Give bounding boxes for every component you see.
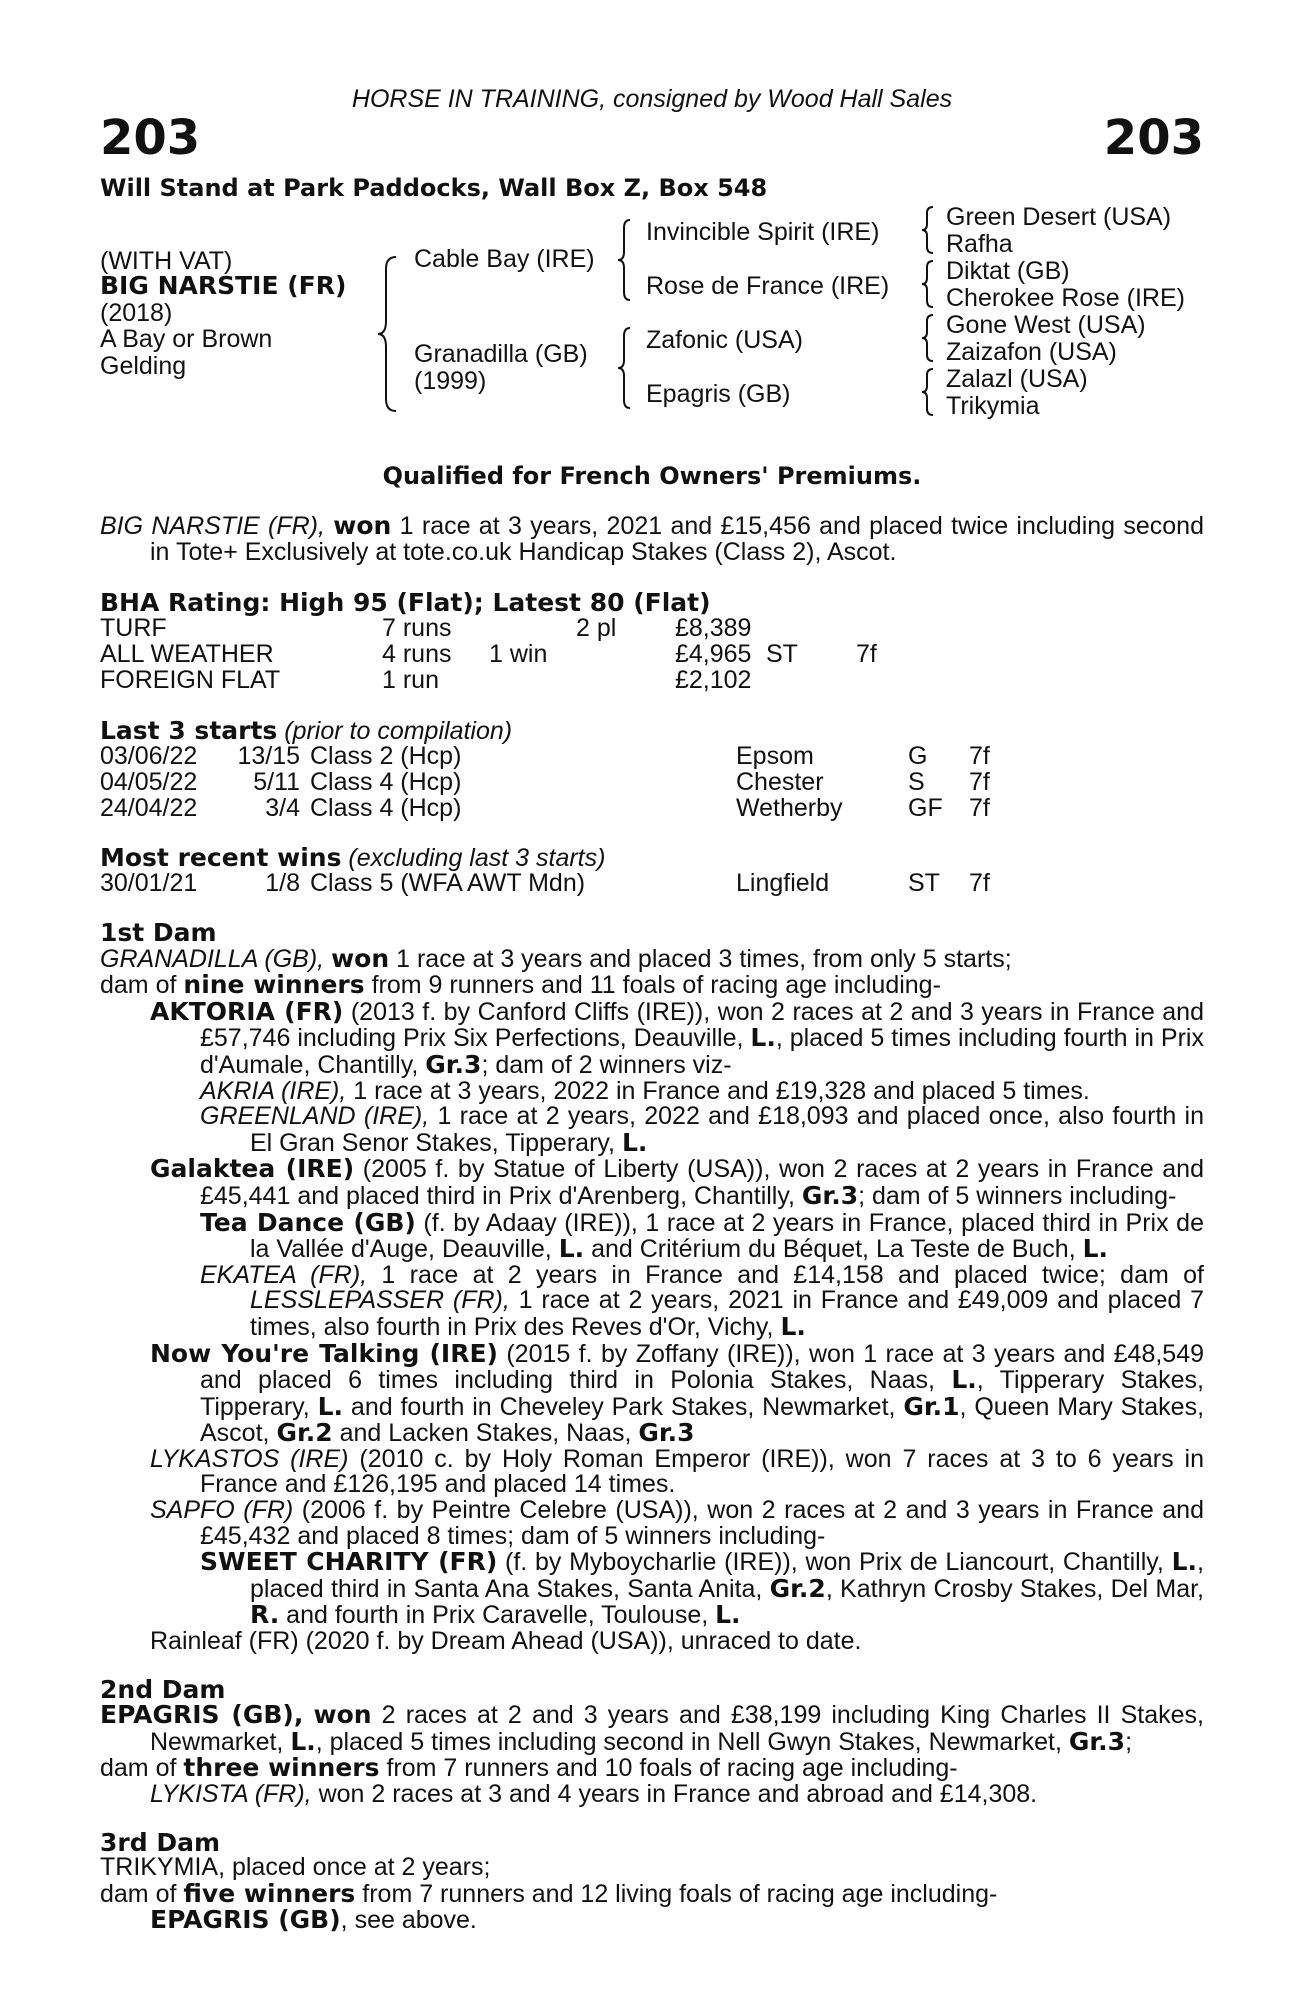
pedigree-brace-main <box>376 255 400 413</box>
start-class: Class 2 (Hcp) <box>310 742 462 770</box>
produce-text: 1 race at 2 years, 2021 in France and £49,009 and placed 7 times, also fourth in Prix des Reves d'Or, Vichy, <box>250 1286 1204 1341</box>
bha-rating-heading: BHA Rating: High 95 (Flat); Latest 80 (Flat) <box>100 588 711 617</box>
start-class: Class 4 (Hcp) <box>310 768 462 796</box>
produce-text: and Lacken Stakes, Naas, <box>339 1419 632 1448</box>
produce-epagris <box>100 1907 1204 1934</box>
produce-text: (2013 f. by Canford Cliffs (IRE)), won 2 races at 2 and 3 years in France and £57,746 including Prix Six Perfections, Deauville, <box>200 997 1204 1053</box>
summary-text: 1 race at 3 years, 2021 and £15,456 and placed twice including second in Tote+ Exclusively at tote.co.uk Handicap Stakes (Class 2), Ascot. <box>150 512 1204 566</box>
grade-3: Gr.3 <box>638 1418 695 1448</box>
produce-rainleaf <box>100 1629 1204 1655</box>
rating-distance: 7f <box>856 640 877 668</box>
win-date: 30/01/21 <box>100 869 198 897</box>
produce-text: ; dam of 2 winners viz- <box>481 1050 732 1079</box>
first-dam-heading: 1st Dam <box>100 918 217 947</box>
grade-1: Gr.1 <box>903 1391 960 1421</box>
horse-name: BIG NARSTIE (FR) <box>100 271 347 300</box>
horse-description-2: Gelding <box>100 352 187 380</box>
produce-text: , Tipperary Stakes, Tipperary, <box>200 1366 1204 1421</box>
rating-earnings: £2,102 <box>675 666 752 694</box>
pedigree-brace-g3-1 <box>920 205 936 255</box>
dam-intro-text: , placed 5 times including second in Nell Gwyn Stakes, Newmarket, <box>315 1727 1062 1756</box>
dam-of-label: dam of <box>100 1754 177 1783</box>
rating-wins: 1 win <box>489 640 548 668</box>
pedigree-g3-5: Gone West (USA) <box>946 311 1146 339</box>
first-dam-produce-line <box>100 972 1204 999</box>
pedigree-brace-g3-3 <box>920 313 936 363</box>
won-label: won <box>313 1700 372 1730</box>
produce-greenland <box>100 1104 1204 1156</box>
produce-name: AKRIA (IRE), <box>200 1076 347 1105</box>
start-position: 5/11 <box>253 768 300 796</box>
produce-summary: from 7 runners and 12 living foals of racing age including- <box>362 1879 998 1908</box>
produce-galaktea <box>100 1156 1204 1209</box>
produce-text: , placed 5 times including fourth in Prix d'Aumale, Chantilly, <box>200 1024 1204 1079</box>
produce-name: EKATEA (FR), <box>200 1260 368 1289</box>
start-course: Chester <box>736 768 824 796</box>
second-dam-intro <box>100 1702 1204 1755</box>
produce-name: Now You're Talking (IRE) <box>150 1338 498 1368</box>
winners-count: three winners <box>183 1753 380 1783</box>
grade-3: Gr.3 <box>425 1049 482 1079</box>
recent-wins-note: (excluding last 3 starts) <box>348 844 606 872</box>
third-dam-intro: TRIKYMIA, placed once at 2 years; <box>100 1853 491 1882</box>
win-position: 1/8 <box>265 869 300 897</box>
grade-3: Gr.3 <box>1068 1726 1126 1756</box>
produce-lykista <box>100 1782 1204 1808</box>
pedigree-brace-dam <box>616 326 634 410</box>
rating-runs: 4 runs <box>382 640 452 668</box>
grade-listed: L. <box>780 1311 806 1341</box>
pedigree-g3-6: Zaizafon (USA) <box>946 338 1117 366</box>
grade-restricted: R. <box>250 1600 280 1630</box>
start-position: 3/4 <box>265 794 300 822</box>
lot-number-left: 203 <box>100 110 201 166</box>
start-course: Epsom <box>736 742 814 770</box>
pedigree-g3-3: Diktat (GB) <box>946 257 1070 285</box>
rating-runs: 1 run <box>382 666 439 694</box>
first-dam-section <box>100 920 1204 1934</box>
third-dam-produce-line <box>100 1878 1204 1908</box>
produce-name: LYKISTA (FR), <box>150 1780 312 1808</box>
produce-text: 1 race at 3 years, 2022 in France and £19,328 and placed 5 times. <box>353 1076 1090 1105</box>
start-distance: 7f <box>969 768 990 796</box>
produce-text: , placed third in Santa Ana Stakes, Santa Anita, <box>250 1548 1204 1603</box>
rating-runs: 7 runs <box>382 614 452 642</box>
grade-listed: L. <box>1171 1547 1198 1577</box>
win-going: ST <box>908 869 940 897</box>
produce-summary: from 7 runners and 10 foals of racing age including- <box>386 1754 958 1783</box>
dam-intro-text: 2 races at 2 and 3 years and £38,199 including King Charles II Stakes, Newmarket, <box>150 1701 1204 1756</box>
pedigree-sire-sire: Invincible Spirit (IRE) <box>646 218 880 246</box>
produce-text: , Kathryn Crosby Stakes, Del Mar, <box>825 1574 1204 1603</box>
produce-aktoria <box>100 996 1204 1079</box>
pedigree-g3-4: Cherokee Rose (IRE) <box>946 284 1185 312</box>
produce-text: , Queen Mary Stakes, Ascot, <box>200 1392 1205 1448</box>
dam-intro-text: 1 race at 3 years and placed 3 times, from only 5 starts; <box>396 944 1012 973</box>
start-class: Class 4 (Hcp) <box>310 794 462 822</box>
grade-3: Gr.3 <box>801 1180 859 1210</box>
dam-name: EPAGRIS (GB), <box>100 1700 304 1730</box>
rating-surface: ALL WEATHER <box>100 640 274 668</box>
summary-horse-name: BIG NARSTIE (FR), <box>100 512 325 540</box>
start-date: 03/06/22 <box>100 742 198 770</box>
start-date: 04/05/22 <box>100 768 198 796</box>
grade-2: Gr.2 <box>276 1418 333 1448</box>
produce-text: Rainleaf (FR) (2020 f. by Dream Ahead (USA)), unraced to date. <box>150 1627 862 1656</box>
pedigree-brace-g3-4 <box>920 367 936 417</box>
dam-intro-text: ; <box>1125 1727 1133 1756</box>
dam-of-label: dam of <box>100 1879 177 1908</box>
win-distance: 7f <box>969 869 990 897</box>
stand-location: Will Stand at Park Paddocks, Wall Box Z, Box 548 <box>100 174 768 202</box>
produce-sapfo <box>100 1498 1204 1549</box>
produce-ekatea <box>100 1260 1204 1341</box>
grade-2: Gr.2 <box>769 1573 826 1603</box>
start-going: GF <box>908 794 943 822</box>
produce-text: (2005 f. by Statue of Liberty (USA)), won 2 races at 2 years in France and £45,441 and placed third in Prix d'Arenberg, Chantilly, <box>200 1155 1204 1210</box>
last-starts-note: (prior to compilation) <box>284 717 513 745</box>
produce-summary: from 9 runners and 11 foals of racing age including- <box>371 971 941 1000</box>
produce-name: LYKASTOS (IRE) <box>150 1444 349 1473</box>
pedigree-brace-sire <box>616 218 634 302</box>
produce-name: AKTORIA (FR) <box>150 996 344 1026</box>
grade-listed: L. <box>750 1023 776 1053</box>
rating-surface: TURF <box>100 614 167 642</box>
produce-text: and Critérium du Béquet, La Teste de Buch, <box>591 1235 1076 1264</box>
pedigree-dam-year: (1999) <box>414 367 487 395</box>
rating-going: ST <box>766 640 798 668</box>
produce-text: ; dam of 5 winners including- <box>858 1181 1177 1210</box>
last-starts-heading: Last 3 starts <box>100 716 278 745</box>
grade-listed: L. <box>951 1365 977 1395</box>
produce-text: (f. by Adaay (IRE)), 1 race at 2 years in France, placed third in Prix de la Vallée d'Auge, Deauville, <box>250 1208 1204 1264</box>
produce-text: 1 race at 2 years in France and £14,158 and placed twice; dam of <box>381 1260 1204 1289</box>
produce-name: Tea Dance (GB) <box>200 1207 416 1237</box>
produce-tea-dance <box>100 1207 1204 1264</box>
grade-listed: L. <box>715 1600 741 1630</box>
start-distance: 7f <box>969 794 990 822</box>
produce-sweet-charity <box>100 1549 1204 1629</box>
start-going: S <box>908 768 925 796</box>
rating-earnings: £8,389 <box>675 614 752 642</box>
grade-listed: L. <box>1082 1234 1109 1264</box>
produce-name: Galaktea (IRE) <box>150 1154 355 1184</box>
horse-description-1: A Bay or Brown <box>100 325 273 353</box>
produce-name: GREENLAND (IRE), <box>200 1102 430 1131</box>
winners-count: nine winners <box>183 970 365 1000</box>
start-going: G <box>908 742 928 770</box>
second-dam-produce-line <box>100 1755 1204 1782</box>
produce-name: EPAGRIS (GB) <box>150 1905 341 1935</box>
win-course: Lingfield <box>736 869 830 897</box>
summary-won: won <box>333 511 392 540</box>
produce-name: LESSLEPASSER (FR), <box>250 1286 510 1315</box>
premium-note: Qualified for French Owners' Premiums. <box>382 462 922 490</box>
recent-wins-heading: Most recent wins <box>100 843 342 872</box>
produce-akria <box>100 1076 1204 1105</box>
pedigree-brace-g3-2 <box>920 259 936 309</box>
pedigree-dam-dam: Epagris (GB) <box>646 380 791 408</box>
rating-earnings: £4,965 <box>675 640 752 668</box>
lot-number-right: 203 <box>1103 110 1204 166</box>
second-dam-heading: 2nd Dam <box>100 1674 226 1704</box>
produce-text: 1 race at 2 years, 2022 and £18,093 and placed once, also fourth in El Gran Senor Stakes, Tipperary, <box>250 1102 1204 1157</box>
third-dam-heading: 3rd Dam <box>100 1827 220 1857</box>
rating-row <box>100 614 167 643</box>
won-label: won <box>331 943 390 973</box>
produce-lykastos <box>100 1444 1204 1499</box>
produce-now-youre-talking <box>100 1338 1205 1448</box>
vat-note: (WITH VAT) <box>100 247 233 275</box>
produce-text: and fourth in Cheveley Park Stakes, Newmarket, <box>350 1392 896 1421</box>
race-summary <box>100 513 1204 565</box>
pedigree-sire-dam: Rose de France (IRE) <box>646 272 890 300</box>
produce-text: (f. by Myboycharlie (IRE)), won Prix de Liancourt, Chantilly, <box>505 1548 1164 1577</box>
winners-count: five winners <box>183 1878 356 1908</box>
pedigree-dam: Granadilla (GB) <box>414 340 588 368</box>
produce-text: won 2 races at 3 and 4 years in France and abroad and £14,308. <box>318 1780 1038 1808</box>
rating-surface: FOREIGN FLAT <box>100 666 281 694</box>
grade-listed: L. <box>621 1127 648 1157</box>
produce-text: (2010 c. by Holy Roman Emperor (IRE)), won 7 races at 3 to 6 years in France and £126,195 and placed 14 times. <box>200 1444 1204 1499</box>
pedigree-g3-1: Green Desert (USA) <box>946 203 1172 231</box>
produce-name: SAPFO (FR) <box>150 1496 294 1525</box>
pedigree-sire: Cable Bay (IRE) <box>414 245 595 273</box>
produce-text: (2006 f. by Peintre Celebre (USA)), won 2 races at 2 and 3 years in France and £45,432 and placed 8 times; dam of 5 winners including- <box>200 1496 1204 1550</box>
horse-year: (2018) <box>100 299 173 327</box>
start-position: 13/15 <box>237 742 300 770</box>
pedigree-dam-sire: Zafonic (USA) <box>646 326 803 354</box>
produce-text: (2015 f. by Zoffany (IRE)), won 1 race at 3 years and £48,549 and placed 6 times including third in Polonia Stakes, Naas, <box>200 1339 1205 1395</box>
start-course: Wetherby <box>736 794 843 822</box>
pedigree-g3-2: Rafha <box>946 230 1013 258</box>
win-class: Class 5 (WFA AWT Mdn) <box>310 869 586 897</box>
produce-name: SWEET CHARITY (FR) <box>200 1547 498 1577</box>
start-distance: 7f <box>969 742 990 770</box>
pedigree-g3-8: Trikymia <box>946 392 1040 420</box>
produce-text: and fourth in Prix Caravelle, Toulouse, <box>286 1601 709 1630</box>
dam-name: GRANADILLA (GB), <box>100 944 325 973</box>
rating-placed: 2 pl <box>576 614 617 642</box>
grade-listed: L. <box>290 1726 316 1756</box>
dam-of-label: dam of <box>100 971 177 1000</box>
pedigree-g3-7: Zalazl (USA) <box>946 365 1088 393</box>
grade-listed: L. <box>558 1234 585 1264</box>
consignment-line: HORSE IN TRAINING, consigned by Wood Hall Sales <box>351 85 953 113</box>
first-dam-intro <box>100 943 1204 973</box>
produce-text: , see above. <box>340 1906 477 1935</box>
grade-listed: L. <box>317 1391 344 1421</box>
start-date: 24/04/22 <box>100 794 198 822</box>
